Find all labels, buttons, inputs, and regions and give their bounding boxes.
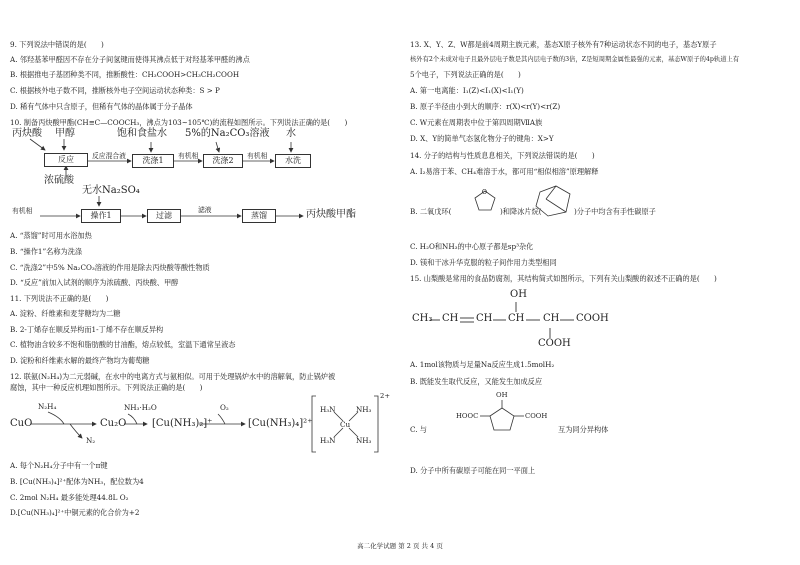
struct-ch-2: CH xyxy=(476,313,493,324)
complex-ligand-tr: NH₃ xyxy=(356,405,372,414)
ring-oxygen: O xyxy=(482,189,487,196)
mech-complex-2: [Cu(NH₃)₄]²⁺ xyxy=(248,418,313,429)
q12-option-a: A. 每个N₂H₄分子中有一个π键 xyxy=(10,461,108,470)
struct-ch3: CH₃ xyxy=(412,313,433,324)
q10-option-a: A. “蒸馏”时可用水浴加热 xyxy=(10,231,92,240)
arrow-label-organic-2: 有机相 xyxy=(247,152,268,160)
flow-na2co3: 5%的Na₂CO₃溶液 xyxy=(185,128,270,139)
flow-organic-start: 有机相 xyxy=(12,207,33,215)
q11-option-b: B. 2-丁烯存在顺反异构而1-丁烯不存在顺反异构 xyxy=(10,325,164,334)
q14-b-suffix: )分子中均含有手性碳原子 xyxy=(574,207,656,216)
ring-cooh: COOH xyxy=(525,412,548,420)
right-column xyxy=(400,0,790,565)
flow-drier: 无水Na₂SO₄ xyxy=(82,185,140,196)
mech-cu2o: Cu₂O xyxy=(100,418,127,429)
mech-n2h4: N₂H₄ xyxy=(38,402,57,411)
q15-c-prefix: C. 与 xyxy=(410,425,427,434)
mech-nh3h2o: NH₃·H₂O xyxy=(124,403,157,412)
q9-option-b: B. 根据推电子基团种类不同，推断酸性：CH₃COOH>CH₃CH₂COOH xyxy=(10,70,240,79)
mech-complex-1: [Cu(NH₃)₂]⁺ xyxy=(152,418,213,429)
page-footer: 高二化学试题 第 2 页 共 4 页 xyxy=(357,542,443,550)
q15-option-b: B. 既能发生取代反应，又能发生加成反应 xyxy=(410,377,543,386)
complex-charge: 2+ xyxy=(380,392,391,400)
cyclopentane-ring-icon xyxy=(490,408,514,430)
box-water-wash: 水洗 xyxy=(275,154,311,168)
struct-ch-4: CH xyxy=(543,313,560,324)
flow-sulfuric-acid: 浓硫酸 xyxy=(44,175,74,186)
q12-option-b: B. [Cu(NH₃)₄]²⁺配体为NH₃，配位数为4 xyxy=(10,477,144,486)
struct-ch-1: CH xyxy=(442,313,459,324)
q13-option-c: C. W元素在周期表中位于第四周期ⅦA族 xyxy=(410,118,543,127)
q13-option-d: D. X、Y的简单气态氢化物分子的键角：X>Y xyxy=(410,134,554,143)
box-wash-1: 洗涤1 xyxy=(132,154,174,168)
q12-stem-2: 腐蚀，其中一种反应机理如图所示。下列说法正确的是( ) xyxy=(10,383,203,392)
q14-b-middle: )和降冰片烷( xyxy=(500,207,542,216)
q14-option-c: C. H₂O和NH₃的中心原子都是sp³杂化 xyxy=(410,242,534,251)
q13-stem-1: 13. X、Y、Z、W都是前4周期主族元素，基态X原子核外有7种运动状态不同的电子，基态Y原子 xyxy=(410,40,717,49)
struct-ch-3: CH xyxy=(508,313,525,324)
q15-ring xyxy=(400,0,790,565)
q11-stem: 11. 下列说法不正确的是( ) xyxy=(10,294,109,303)
box-wash-2: 洗涤2 xyxy=(203,154,243,168)
flow-methanol: 甲醇 xyxy=(55,128,75,139)
q13-stem-2: 核外有2个未成对电子且最外层电子数是其内层电子数的3倍，Z是短周期金属性最强的元素，基态W原子的4p轨道上有 xyxy=(410,56,740,63)
q9-stem: 9. 下列说法中错误的是( ) xyxy=(10,40,104,49)
q9-option-d: D. 稀有气体中只含原子，但稀有气体的晶体属于分子晶体 xyxy=(10,102,193,111)
q13-stem-3: 5个电子，下列说法正确的是( ) xyxy=(410,70,521,79)
flow-propargylic-acid: 丙炔酸 xyxy=(12,128,42,139)
q14-b-prefix: B. 二氧戊环( xyxy=(410,207,452,216)
q15-c-suffix: 互为同分异构体 xyxy=(558,425,609,434)
struct-oh: OH xyxy=(510,289,527,300)
flow-brine: 饱和食盐水 xyxy=(117,128,167,139)
box-operation-1: 操作1 xyxy=(81,209,121,223)
q9-option-a: A. 邻羟基苯甲醛因不存在分子间氢键而使得其沸点低于对羟基苯甲醛的沸点 xyxy=(10,55,250,64)
box-react: 反应 xyxy=(44,153,88,167)
arrow-label-organic-1: 有机相 xyxy=(178,152,199,160)
q12-option-c: C. 2mol N₂H₄ 最多能处理44.8L O₂ xyxy=(10,493,129,502)
mech-n2: N₂ xyxy=(86,436,96,445)
box-filter: 过滤 xyxy=(147,209,181,223)
q14-option-a: A. I₂易溶于苯、CH₄难溶于水，都可用“相似相溶”原理解释 xyxy=(410,167,599,176)
struct-cooh-1: COOH xyxy=(576,313,609,324)
q11-option-c: C. 植物油含较多不饱和脂肪酸的甘油酯，熔点较低，室温下通常呈液态 xyxy=(10,340,236,349)
q11-option-d: D. 淀粉和纤维素水解的最终产物均为葡萄糖 xyxy=(10,356,150,365)
complex-ligand-bl: H₃N xyxy=(320,436,336,445)
q15-option-a: A. 1mol该物质与足量Na反应生成1.5molH₂ xyxy=(410,360,555,369)
ring-hooc: HOOC xyxy=(456,412,479,420)
box-distill: 蒸馏 xyxy=(242,209,276,223)
mech-o2: O₂ xyxy=(220,403,229,412)
q15-option-d: D. 分子中所有碳原子可能在同一平面上 xyxy=(410,466,536,475)
q12-stem: 12. 联氨(N₂H₄)为二元弱碱，在水中的电离方式与氨相似。可用于处理锅炉水中的溶解氧，防止锅炉被 xyxy=(10,372,336,381)
q10-option-c: C. “洗涤2”中5% Na₂CO₃溶液的作用是除去丙炔酸等酸性物质 xyxy=(10,263,210,272)
ring-oh: OH xyxy=(496,391,508,399)
arrow-label-filtrate: 滤液 xyxy=(198,206,212,214)
q14-option-d: D. 镁和干冰升华克服的粒子间作用力类型相同 xyxy=(410,258,557,267)
q14-stem: 14. 分子的结构与性质息息相关，下列说法错误的是( ) xyxy=(410,151,595,160)
flow-product: 丙炔酸甲酯 xyxy=(306,209,356,220)
q11-option-a: A. 淀粉、纤维素和麦芽糖均为二糖 xyxy=(10,309,121,318)
q10-option-b: B. “操作1”名称为洗涤 xyxy=(10,247,83,256)
struct-cooh-2: COOH xyxy=(538,338,571,349)
q13-option-b: B. 原子半径由小到大的顺序：r(X)<r(Y)<r(Z) xyxy=(410,102,561,111)
left-column xyxy=(0,0,390,565)
q13-option-a: A. 第一电离能：I₁(Z)<I₁(X)<I₁(Y) xyxy=(410,86,524,95)
q9-option-c: C. 根据核外电子数不同，推断核外电子空间运动状态种类：S > P xyxy=(10,86,220,95)
complex-center-cu: Cu xyxy=(340,420,351,429)
complex-ligand-tl: H₃N xyxy=(320,405,336,414)
q15-stem: 15. 山梨酸是常用的食品防腐剂，其结构简式如图所示，下列有关山梨酸的叙述不正确的是( ) xyxy=(410,274,717,283)
arrow-label-mixture: 反应混合液 xyxy=(92,152,126,160)
q10-stem: 10. 制备丙炔酸甲酯(CH≡C—COOCH₃，沸点为103~105℃)的流程如图所示。下列说法正确的是( ) xyxy=(10,118,348,127)
q10-option-d: D. “反应”前加入试剂的顺序为浓硫酸、丙炔酸、甲醇 xyxy=(10,278,179,287)
flow-water: 水 xyxy=(286,128,296,139)
q12-option-d: D.[Cu(NH₃)₄]²⁺中铜元素的化合价为+2 xyxy=(10,508,140,517)
complex-ligand-br: NH₃ xyxy=(356,436,372,445)
mech-cuo: CuO xyxy=(10,418,33,429)
